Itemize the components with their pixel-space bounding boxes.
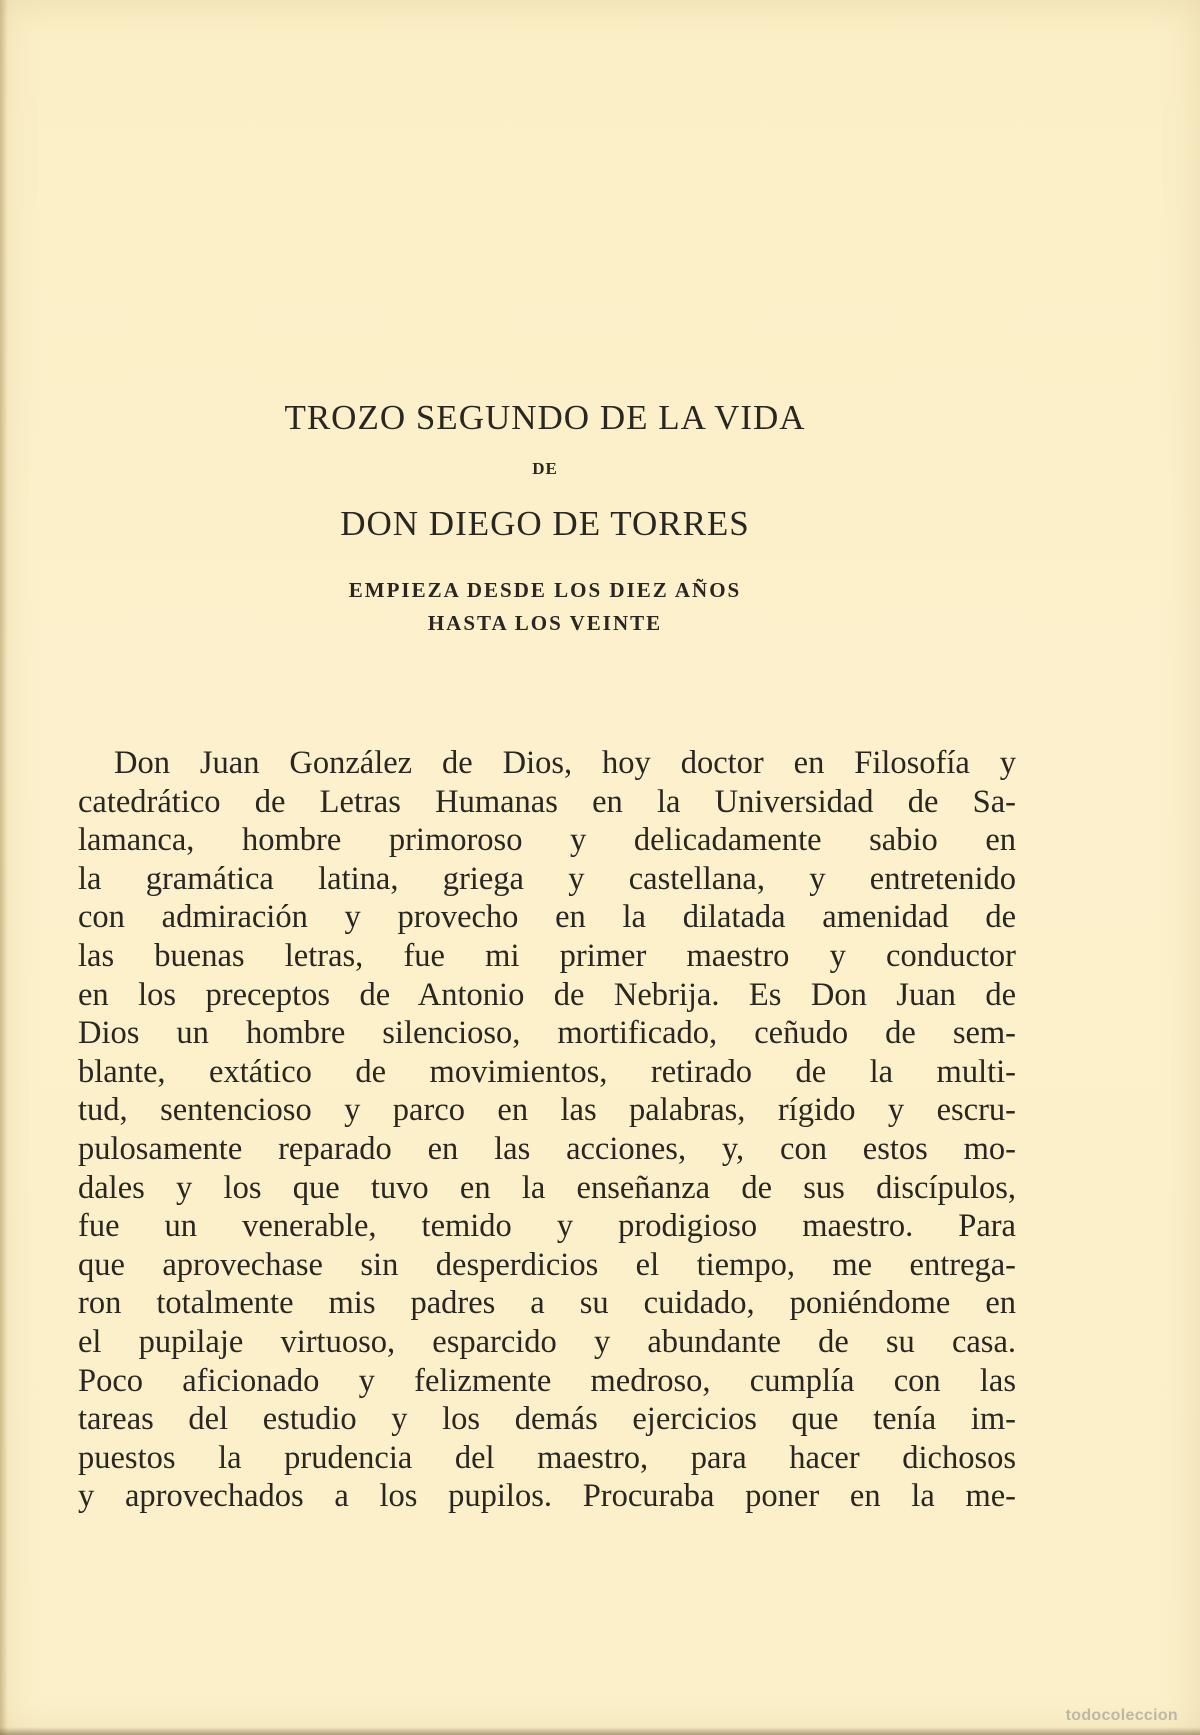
chapter-subtitle-line2: HASTA LOS VEINTE: [427, 611, 663, 635]
text-line: Dios un hombre silencioso, mortificado, ceñudo de sem-: [78, 1015, 1016, 1052]
text-line: lamanca, hombre primoroso y delicadamente sabio en: [78, 822, 1016, 859]
text-line: con admiración y provecho en la dilatada amenidad de: [78, 899, 1016, 936]
text-line: catedrático de Letras Humanas en la Universidad de Sa-: [78, 783, 1016, 820]
body-paragraph: [78, 744, 1016, 1516]
text-line: puestos la prudencia del maestro, para hacer dichosos: [78, 1439, 1016, 1476]
text-line: Don Juan González de Dios, hoy doctor en Filosofía y: [114, 745, 1016, 781]
text-line: las buenas letras, fue mi primer maestro y conductor: [78, 937, 1016, 974]
text-line: el pupilaje virtuoso, esparcido y abundante de su casa.: [78, 1323, 1016, 1360]
text-line: la gramática latina, griega y castellana, y entretenido: [78, 860, 1016, 897]
chapter-title-line1: TROZO SEGUNDO DE LA VIDA: [284, 398, 806, 437]
chapter-subtitle-line1: EMPIEZA DESDE LOS DIEZ AÑOS: [348, 578, 742, 602]
chapter-heading: [0, 398, 1090, 640]
text-line: que aprovechase sin desperdicios el tiempo, me entrega-: [78, 1246, 1016, 1283]
text-line: fue un venerable, temido y prodigioso maestro. Para: [78, 1208, 1016, 1245]
text-line: Poco aficionado y felizmente medroso, cumplía con las: [78, 1362, 1016, 1399]
text-line: dales y los que tuvo en la enseñanza de sus discípulos,: [78, 1169, 1016, 1206]
text-line: en los preceptos de Antonio de Nebrija. Es Don Juan de: [78, 976, 1016, 1013]
text-line: ron totalmente mis padres a su cuidado, poniéndome en: [78, 1285, 1016, 1322]
chapter-title-line2: DON DIEGO DE TORRES: [340, 504, 750, 543]
text-line: y aprovechados a los pupilos. Procuraba poner en la me-: [78, 1478, 1016, 1515]
text-line: tareas del estudio y los demás ejercicios que tenía im-: [78, 1401, 1016, 1438]
chapter-subtitle: [0, 574, 1090, 640]
watermark: todocoleccion: [1065, 1707, 1178, 1724]
text-line: blante, extático de movimientos, retirado de la multi-: [78, 1053, 1016, 1090]
chapter-title-connector: DE: [532, 459, 558, 478]
text-line: tud, sentencioso y parco en las palabras, rígido y escru-: [78, 1092, 1016, 1129]
text-line: pulosamente reparado en las acciones, y, con estos mo-: [78, 1130, 1016, 1167]
